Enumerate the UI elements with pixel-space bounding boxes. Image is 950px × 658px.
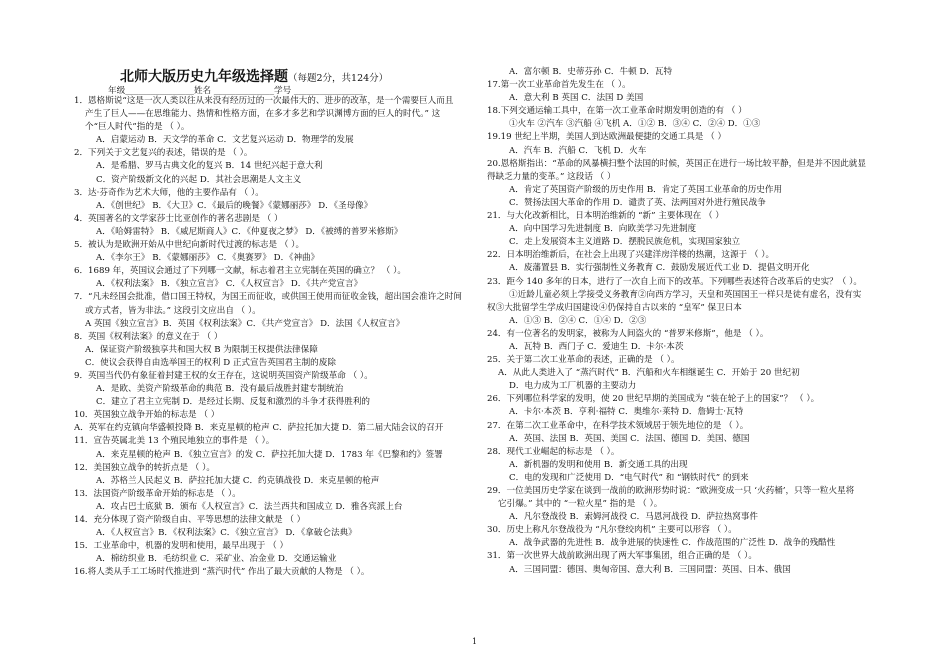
text-line: 29．一位美国历史学家在谈到一战前的欧洲形势时说：“欧洲变成一只 ‘火药桶’，只等一粒火星将 bbox=[487, 486, 855, 496]
text-line: 7．“凡未经国会批准，借口国王特权，为国王而征收，或供国王使用而征收金钱，超出国会准许之时间 bbox=[74, 292, 462, 303]
text-line: 得缺乏力量的变革。” 这段话 （ ） bbox=[487, 171, 616, 182]
text-line: 21．与大化改新相比，日本明治维新的 “新” 主要体现在 （ ） bbox=[487, 211, 724, 222]
text-line: A．是希腊、罗马古典文化的复兴 B．14 世纪兴起于意大利 bbox=[96, 161, 323, 172]
text-line: A．《权利法案》 B．《独立宣言》 C．《人权宣言》 D．《共产党宣言》 bbox=[96, 279, 363, 290]
text-line: 它引爆。” 其中的 “一粒火星” 指的是 （ ）。 bbox=[498, 499, 663, 510]
text-line: 3．达·芬奇作为艺术大师，他的主要作品有 （ ）。 bbox=[74, 187, 264, 198]
text-line: 14．充分体现了资产阶级自由、平等思想的法律文献是 （ ） bbox=[74, 515, 306, 525]
text-line: C．建立了君主立宪制 D．是经过长期、反复和激烈的斗争才获得胜利的 bbox=[96, 397, 371, 408]
text-line: 19.19 世纪上半期，美国人到达欧洲最便捷的交通工具是 （ ） bbox=[487, 132, 727, 143]
text-line: A．废藩置县 B．实行强制性义务教育 C．鼓励发展近代工业 D．提倡文明开化 bbox=[509, 263, 810, 274]
text-line: A．来克星顿的枪声 B．《独立宣言》的发 C．萨拉托加大捷 D．1783 年《巴黎和约》签署 bbox=[96, 449, 443, 460]
text-line: 24．有一位著名的发明家，被称为人间盗火的 “普罗米修斯”，他是 （ ）。 bbox=[487, 328, 769, 339]
text-line: C．赞扬法国大革命的作用 D．谴责了英、法两国对外进行殖民战争 bbox=[509, 197, 766, 208]
text-line: A．《李尔王》 B．《蒙娜丽莎》 C．《奥赛罗》 D．《神曲》 bbox=[96, 253, 320, 264]
text-line: A．英军在约克镇向华盛顿投降 B．来克星顿的枪声 C．萨拉托加大捷 D．第二届大陆会议的召开 bbox=[74, 423, 444, 434]
left-column bbox=[74, 95, 472, 579]
text-line: A．棉纺织业 B．毛纺织业 C．采矿业、冶金业 D．交通运输业 bbox=[96, 554, 337, 565]
text-line: 18.下列交通运输工具中，在第一次工业革命时期发明创造的有 （ ） bbox=[487, 106, 747, 117]
text-line: A．《人权宣言》B．《权利法案》C．《独立宣言》 D．《拿破仑法典》 bbox=[96, 528, 357, 539]
student-info-line: 年级________________姓名 ______________学号 ________________ bbox=[108, 86, 363, 96]
text-line: A．富尔顿 B．史蒂芬孙 C．牛顿 D．瓦特 bbox=[509, 67, 673, 77]
text-line: 5．被认为是欧洲开始从中世纪向新时代过渡的标志是 （ ）。 bbox=[74, 240, 305, 251]
text-line: 30．历史上称凡尔登战役为 “凡尔登绞肉机” 主要可以形容 （ ）。 bbox=[487, 525, 737, 536]
page-number: 1 bbox=[472, 637, 478, 646]
text-line: C．使议会获得自由选举国王的权利 D 正式宣告英国君主制的废除 bbox=[85, 357, 336, 368]
title-note: （每题2分，共124分） bbox=[288, 73, 389, 84]
text-line: A．启蒙运动 B．天文学的革命 C．文艺复兴运动 D．物理学的发展 bbox=[96, 135, 354, 146]
text-line: 22．日本明治维新后，在社会上出现了兴建洋房洋楼的热潮，这源于 （ ）。 bbox=[487, 250, 775, 261]
text-line: ①近龄儿童必须上学接受义务教育②向西方学习，天皇和英国国王一样只是徒有虚名，没有实 bbox=[509, 289, 862, 300]
text-line: 1．恩格斯说“这是一次人类以往从来没有经历过的一次最伟大的、进步的改革，是一个需要巨人而且 bbox=[74, 96, 454, 106]
text-line: 8．英国《权利法案》的意义在于 （ ） bbox=[74, 331, 223, 342]
text-line: 20.恩格斯指出：“革命的风暴横扫整个法国的时候，英国正在进行一场比较平静，但是并不因此就显 bbox=[487, 158, 866, 169]
text-line: A．①③ B．②④ C．①④ D．②③ bbox=[509, 315, 647, 326]
text-line: 个“巨人时代”指的是 （ ）。 bbox=[85, 122, 190, 133]
text-line: 10．英国独立战争开始的标志是 （ ） bbox=[74, 410, 220, 421]
text-line: A．从此人类进入了 “蒸汽时代” B．汽船和火车相继诞生 C．开始于 20 世纪初 bbox=[498, 368, 800, 379]
text-line: 31．第一次世界大战前欧洲出现了两大军事集团，组合正确的是 （ ）。 bbox=[487, 551, 757, 562]
text-line: A．卡尔·本茨 B．亨利·福特 C．奥维尔·莱特 D．詹姆士·瓦特 bbox=[509, 407, 744, 418]
text-line: 或方式者，皆为非法。” 这段引文应出自 （ ）。 bbox=[85, 305, 261, 316]
text-line: 权③大批留学生学成归国建设④仍保持自古以来的 “皇军” 保卫日本 bbox=[487, 302, 742, 313]
text-line: 15．工业革命中，机器的发明和使用，最早出现于 （ ） bbox=[74, 541, 289, 552]
text-line: 17.第一次工业革命首先发生在 （ ）。 bbox=[487, 80, 631, 91]
text-line: A 英国《独立宣言》B．英国《权利法案》C．《共产党宣言》 D．法国《人权宣言》 bbox=[85, 318, 405, 329]
text-line: C．电的发现和广泛使用 D．“电气时代” 和 “钢铁时代” 的到来 bbox=[509, 472, 749, 483]
text-line: 27．在第二次工业革命中，在科学技术领域居于领先地位的是 （ ）。 bbox=[487, 420, 749, 431]
text-line: A．三国同盟：德国、奥匈帝国、意大利 B．三国同盟：英国、日本、俄国 bbox=[509, 564, 791, 575]
document-title bbox=[120, 66, 388, 86]
text-line: A．新机器的发明和使用 B．新交通工具的出现 bbox=[509, 459, 688, 470]
text-line: 13．法国资产阶级革命开始的标志是 （ ）。 bbox=[74, 488, 241, 499]
text-line: A．《创世纪》 B．《大卫》C．《最后的晚餐》《蒙娜丽莎》 D．《圣母像》 bbox=[96, 200, 373, 211]
text-line: A．英国、法国 B．英国、美国 C．法国、德国 D．美国、德国 bbox=[509, 433, 750, 444]
text-line: A．意大利 B 英国 C．法国 D 美国 bbox=[509, 93, 644, 104]
text-line: A．凡尔登战役 B．索姆河战役 C．马恩河战役 D．萨拉热窝事件 bbox=[509, 512, 759, 523]
text-line: A．是欧、美资产阶级革命的典范 B．没有最后战胜封建专制统治 bbox=[96, 384, 344, 395]
text-line: A．攻占巴士底狱 B．颁布《人权宣言》C．法兰西共和国成立 D．雅各宾派上台 bbox=[96, 501, 403, 512]
text-line: A．战争武器的先进性 B．战争进展的快速性 C．作战范围的广泛性 D．战争的残酷性 bbox=[509, 538, 836, 549]
text-line: D．电力成为工厂机器的主要动力 bbox=[509, 381, 637, 392]
text-line: 4．英国著名的文学家莎士比亚创作的著名悲剧是 （ ） bbox=[74, 213, 283, 224]
text-line: C．资产阶级新文化的兴起 D．其社会思潮是人文主义 bbox=[96, 174, 302, 185]
text-line: 12．美国独立战争的转折点是 （ ）。 bbox=[74, 462, 216, 473]
text-line: 2．下列关于文艺复兴的表述，错误的是 （ ）。 bbox=[74, 148, 253, 159]
text-line: 23．距今 140 多年的日本，进行了一次自上而下的改革。下列哪些表述符合改革后的史实？（ ）。 bbox=[487, 276, 862, 287]
text-line: 25．关于第二次工业革命的表述，正确的是 （ ）。 bbox=[487, 355, 680, 366]
right-column bbox=[487, 66, 887, 577]
text-line: A．苏格兰人民起义 B．萨拉托加大捷 C．约克镇战役 D．来克星顿的枪声 bbox=[96, 475, 380, 486]
text-line: A．保证资产阶级独享共和国大权 B 为限制王权提供法律保障 bbox=[85, 344, 318, 355]
text-line: A．向中国学习先进制度 B．向欧美学习先进制度 bbox=[509, 224, 697, 235]
text-line: A．《哈姆雷特》 B．《威尼斯商人》C．《仲夏夜之梦》 D．《被缚的普罗米修斯》 bbox=[96, 226, 403, 237]
text-line: 6．1689 年，英国议会通过了下列哪一文献，标志着君主立宪制在英国的确立？ （ ）。 bbox=[74, 266, 407, 277]
text-line: A．汽车 B．汽船 C．飞机 D．火车 bbox=[509, 145, 647, 156]
text-line: 9．英国当代仍有象征着封建王权的女王存在，这说明英国资产阶级革命 （ ）。 bbox=[74, 370, 373, 381]
text-line: 16.将人类从手工工场时代推进到 “蒸汽时代” 作出了最大贡献的人物是 （ ）。 bbox=[74, 567, 370, 578]
text-line: A．瓦特 B．西门子 C．爱迪生 D．卡尔·本茨 bbox=[509, 341, 684, 352]
text-line: 28．现代工业崛起的标志是 （ ）。 bbox=[487, 446, 620, 457]
text-line: 11．宣告英属北美 13 个殖民地独立的事件是 （ ）。 bbox=[74, 436, 275, 447]
text-line: C．走上发展资本主义道路 D．摆脱民族危机，实现国家独立 bbox=[509, 237, 741, 248]
text-line: A．肯定了英国资产阶级的历史作用 B．肯定了英国工业革命的历史作用 bbox=[509, 184, 783, 195]
title-text: 北师大版历史九年级选择题 bbox=[120, 69, 288, 85]
text-line: 产生了巨人——在思维能力、热情和性格方面，在多才多艺和学识渊博方面的巨人的时代。” 这 bbox=[85, 109, 441, 120]
text-line: ①火车 ②汽车 ③汽船 ④飞机 A．①② B．③④ C．②④ D．①③ bbox=[509, 119, 761, 130]
text-line: 26．下列哪位科学家的发明，使 20 世纪早期的美国成为 “装在轮子上的国家”？ （ ）。 bbox=[487, 394, 820, 405]
